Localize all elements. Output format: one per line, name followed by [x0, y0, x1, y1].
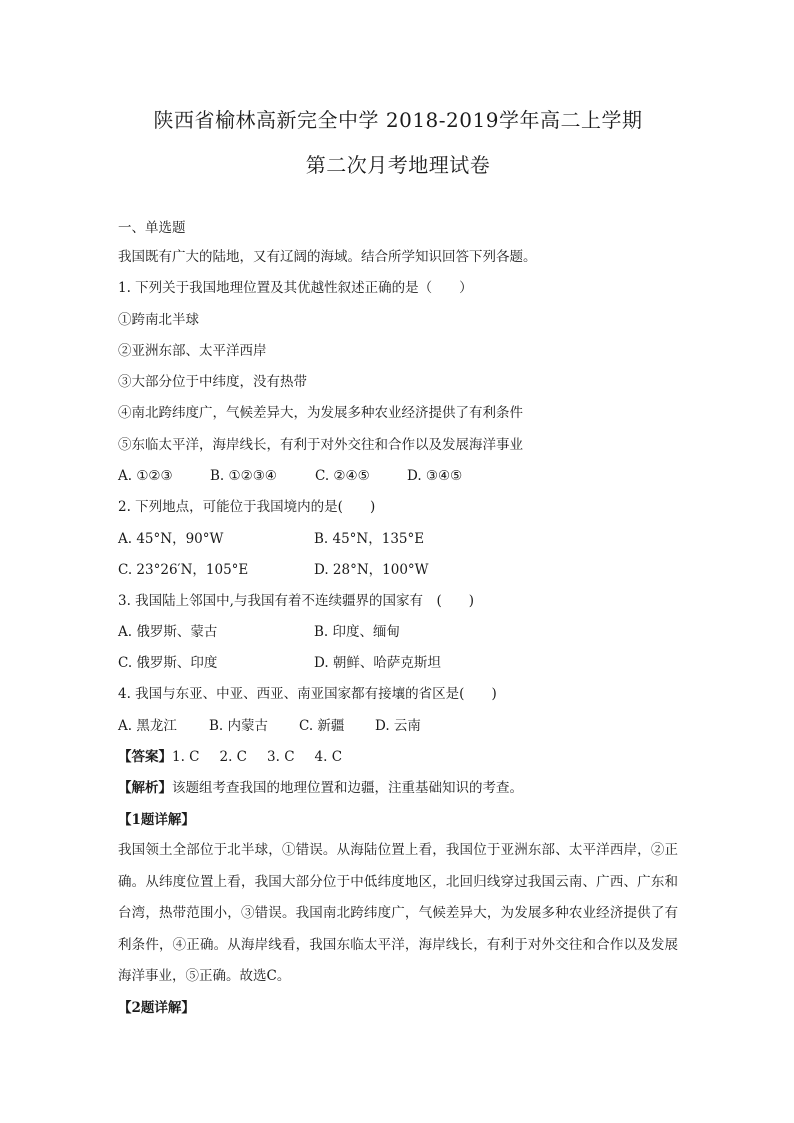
question-1-item: ③大部分位于中纬度，没有热带	[118, 374, 307, 390]
page-title-line1: 陕西省榆林高新完全中学 2018-2019学年高二上学期	[153, 108, 643, 132]
question-1-option-a: A. ①②③	[118, 468, 173, 484]
question-3-stem: 3. 我国陆上邻国中,与我国有着不连续疆界的国家有 ( )	[118, 593, 474, 609]
question-3-option-d: D. 朝鲜、哈萨克斯坦	[314, 655, 441, 671]
answer-label: 【答案】	[118, 749, 172, 765]
question-3-option-b: B. 印度、缅甸	[314, 624, 401, 640]
question-4-option-a: A. 黑龙江	[118, 718, 177, 734]
question-1-option-d: D. ③④⑤	[407, 468, 463, 484]
question-1-item: ①跨南北半球	[118, 312, 199, 328]
detail-2-heading: 【2题详解】	[118, 1000, 195, 1016]
answer-line	[118, 748, 342, 766]
answer-value: 3. C	[267, 749, 295, 765]
analysis-line	[118, 779, 523, 797]
answer-value: 1. C	[172, 749, 200, 765]
question-intro: 我国既有广大的陆地，又有辽阔的海域。结合所学知识回答下列各题。	[118, 249, 537, 265]
question-3-option-a: A. 俄罗斯、蒙古	[118, 624, 218, 640]
question-1-item: ⑤东临太平洋，海岸线长，有利于对外交往和合作以及发展海洋事业	[118, 437, 523, 453]
question-4-option-d: D. 云南	[375, 718, 421, 734]
answer-value: 4. C	[314, 749, 343, 765]
question-1-option-c: C. ②④⑤	[315, 468, 370, 484]
detail-1-text: 我国领土全部位于北半球，①错误。从海陆位置上看，我国位于亚洲东部、太平洋西岸，②正确。从纬度位置上看，我国大部分位于中低纬度地区，北回归线穿过我国云南、广西、广东和台湾，热带范围小，③错误。我国南北跨纬度广，气候差异大，为发展多种农业经济提供了有利条件，④正确。从海岸线看，我国东临太平洋，海岸线长，有利于对外交往和合作以及发展海洋事业，⑤正确。故选C。	[118, 842, 678, 984]
question-2-option-c: C. 23°26′N，105°E	[118, 562, 249, 578]
question-1-item: ④南北跨纬度广，气候差异大，为发展多种农业经济提供了有利条件	[118, 405, 523, 421]
question-3-option-c: C. 俄罗斯、印度	[118, 655, 218, 671]
question-4-option-c: C. 新疆	[299, 718, 345, 734]
question-2-option-d: D. 28°N，100°W	[314, 562, 429, 578]
question-2-option-a: A. 45°N，90°W	[118, 531, 224, 547]
analysis-text: 该题组考查我国的地理位置和边疆，注重基础知识的考查。	[172, 780, 523, 796]
page-title-line2: 第二次月考地理试卷	[305, 153, 491, 177]
question-1-stem: 1. 下列关于我国地理位置及其优越性叙述正确的是（ ）	[118, 280, 473, 296]
detail-1-heading: 【1题详解】	[118, 812, 195, 828]
question-2-stem: 2. 下列地点，可能位于我国境内的是( )	[118, 499, 376, 515]
question-4-option-b: B. 内蒙古	[209, 718, 269, 734]
answer-value: 2. C	[219, 749, 248, 765]
question-1-item: ②亚洲东部、太平洋西岸	[118, 343, 267, 359]
question-4-stem: 4. 我国与东亚、中亚、西亚、南亚国家都有接壤的省区是( )	[118, 686, 497, 702]
question-1-option-b: B. ①②③④	[210, 468, 277, 484]
analysis-label: 【解析】	[118, 780, 172, 796]
section-heading: 一、单选题	[118, 220, 186, 236]
question-2-option-b: B. 45°N，135°E	[314, 531, 425, 547]
